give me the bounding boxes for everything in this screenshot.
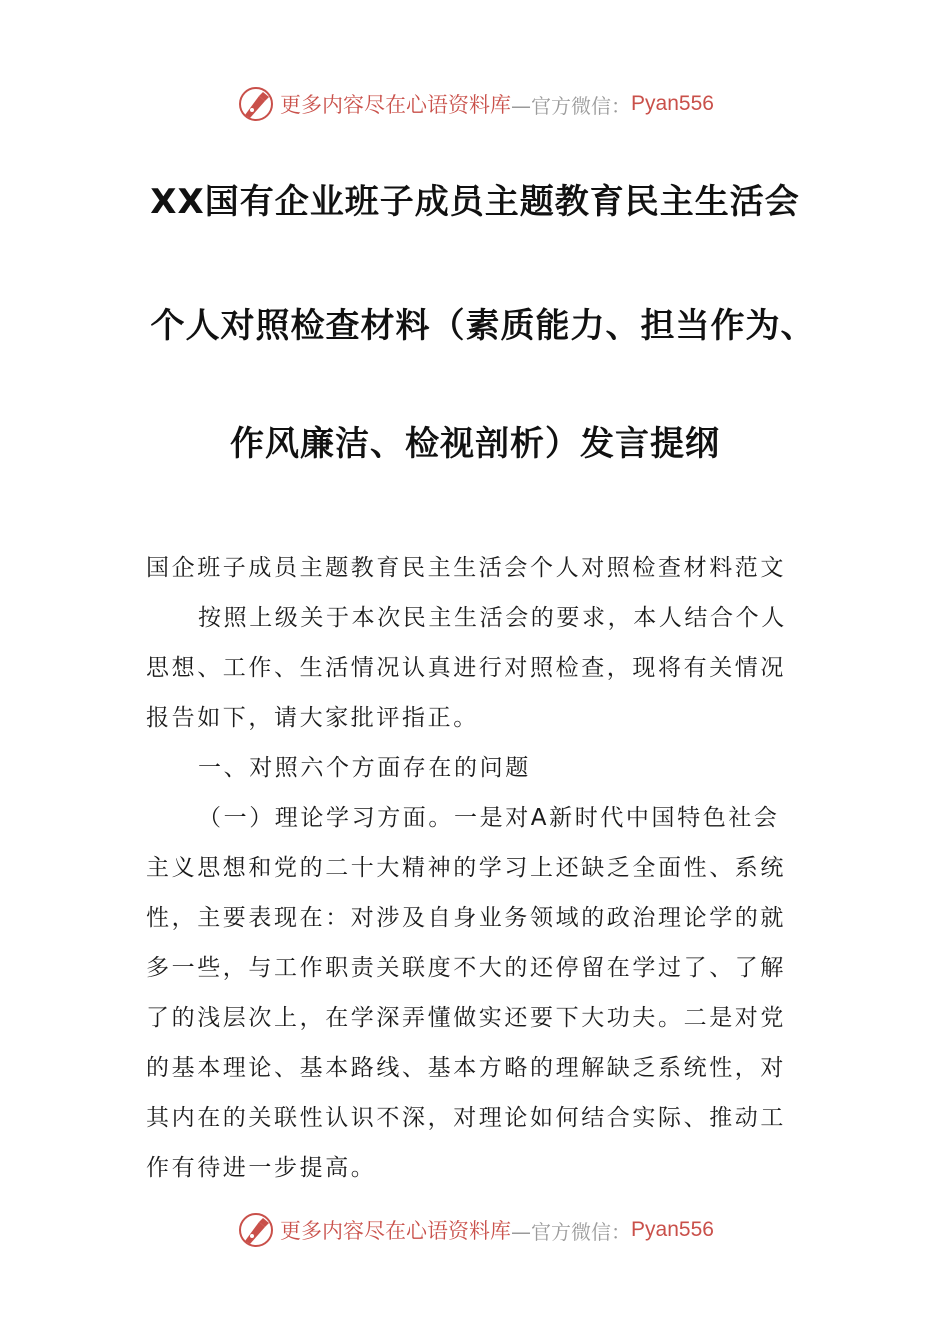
watermark-brand-text: 更多内容尽在心语资料库 — [280, 93, 512, 117]
watermark-wechat-id: Pyan556 — [631, 1218, 714, 1241]
body-line-3: 性，主要表现在：对涉及自身业务领域的政治理论学的就 — [146, 905, 786, 931]
intro-line-3: 报告如下，请大家批评指正。 — [146, 705, 479, 731]
body-line-8: 作有待进一步提高。 — [146, 1155, 377, 1181]
pen-nib-logo-icon — [236, 1210, 276, 1250]
section-heading: 一、对照六个方面存在的问题 — [198, 755, 531, 781]
document-title-line-1: XX国有企业班子成员主题教育民主生活会 — [150, 182, 800, 222]
watermark-wechat-id: Pyan556 — [631, 92, 714, 115]
watermark-brand-text: 更多内容尽在心语资料库 — [280, 1219, 512, 1243]
body-line-4: 多一些，与工作职责关联度不大的还停留在学过了、了解 — [146, 955, 786, 981]
document-title-line-3: 作风廉洁、检视剖析）发言提纲 — [230, 424, 720, 464]
document-subtitle: 国企班子成员主题教育民主生活会个人对照检查材料范文 — [146, 555, 786, 581]
watermark-official-text: —官方微信： — [511, 93, 632, 118]
watermark-banner-top — [0, 82, 950, 126]
body-line-7: 其内在的关联性认识不深，对理论如何结合实际、推动工 — [146, 1105, 786, 1131]
pen-nib-logo-icon — [236, 84, 276, 124]
document-title-line-2: 个人对照检查材料（素质能力、担当作为、 — [150, 306, 816, 346]
intro-line-2: 思想、工作、生活情况认真进行对照检查，现将有关情况 — [146, 655, 786, 681]
body-line-2: 主义思想和党的二十大精神的学习上还缺乏全面性、系统 — [146, 855, 786, 881]
intro-line-1: 按照上级关于本次民主生活会的要求，本人结合个人 — [198, 605, 787, 631]
watermark-official-text: —官方微信： — [511, 1219, 632, 1244]
body-line-1: （一）理论学习方面。一是对A新时代中国特色社会 — [198, 805, 780, 831]
body-line-5: 了的浅层次上，在学深弄懂做实还要下大功夫。二是对党 — [146, 1005, 786, 1031]
body-line-6: 的基本理论、基本路线、基本方略的理解缺乏系统性，对 — [146, 1055, 786, 1081]
watermark-banner-bottom — [0, 1208, 950, 1252]
